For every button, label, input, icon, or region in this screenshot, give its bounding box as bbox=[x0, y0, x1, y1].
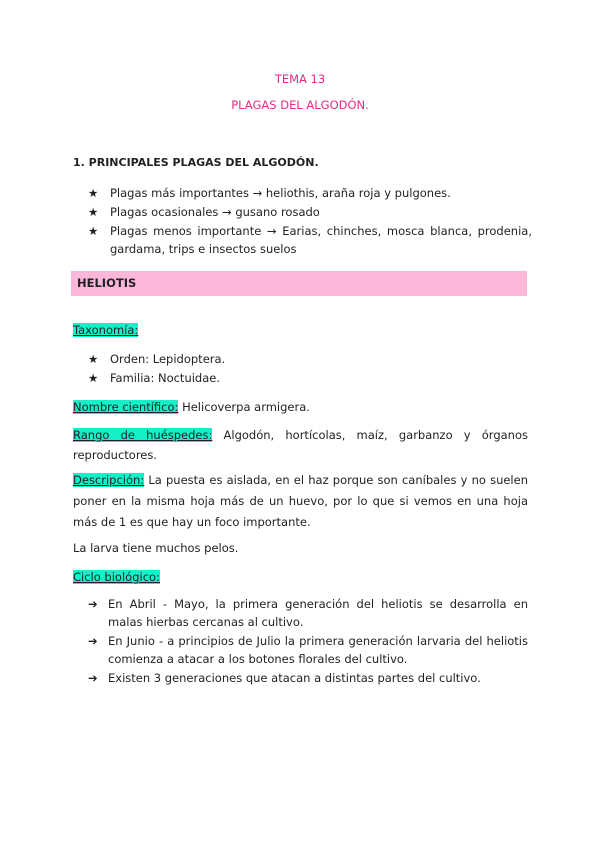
list-item: ➔ En Junio - a principios de Julio la primera generación larvaria del heliotis comienza a atacar a los botones florales del cultivo. bbox=[88, 634, 528, 666]
list-item: ➔ Existen 3 generaciones que atacan a distintas partes del cultivo. bbox=[88, 671, 481, 685]
arrow-right-icon: ➔ bbox=[88, 671, 98, 685]
star-icon: ★ bbox=[88, 186, 99, 200]
list-item: ★ Plagas menos importante → Earias, chinches, mosca blanca, prodenia, gardama, trips e insectos suelos bbox=[88, 224, 532, 256]
star-icon: ★ bbox=[88, 224, 99, 238]
list-item: ➔ En Abril - Mayo, la primera generación del heliotis se desarrolla en malas hierbas cercanas al cultivo. bbox=[88, 597, 528, 629]
larva-text: La larva tiene muchos pelos. bbox=[73, 541, 239, 555]
list-item: ★ Familia: Noctuidae. bbox=[88, 371, 221, 385]
star-icon: ★ bbox=[88, 371, 99, 385]
list-item: ★ Plagas más importantes → heliothis, araña roja y pulgones. bbox=[88, 186, 451, 200]
star-icon: ★ bbox=[88, 352, 99, 366]
doc-title: TEMA 13 bbox=[274, 72, 326, 86]
arrow-right-icon: ➔ bbox=[88, 597, 98, 611]
section-band bbox=[71, 271, 527, 296]
star-icon: ★ bbox=[88, 205, 99, 219]
taxonomy-label: Taxonomía: bbox=[73, 323, 139, 337]
host-range: Rango de huéspedes: Algodón, hortícolas, maíz, garbanzo y órganos reproductores. bbox=[73, 428, 528, 462]
band-title: HELIOTIS bbox=[77, 276, 137, 290]
doc-subtitle: PLAGAS DEL ALGODÓN. bbox=[231, 98, 369, 112]
section-heading: 1. PRINCIPALES PLAGAS DEL ALGODÓN. bbox=[73, 156, 319, 169]
cycle-label: Ciclo biológico: bbox=[73, 570, 160, 584]
arrow-right-icon: ➔ bbox=[88, 634, 98, 648]
list-item: ★ Plagas ocasionales → gusano rosado bbox=[88, 205, 320, 219]
scientific-name: Nombre científico: Helicoverpa armigera. bbox=[73, 400, 310, 414]
list-item: ★ Orden: Lepidoptera. bbox=[88, 352, 226, 366]
description: Descripción: La puesta es aislada, en el haz porque son caníbales y no suelen poner en la misma hoja más de un huevo, por lo que si vemos en una hoja más de 1 es que hay un foco importante. bbox=[73, 473, 528, 529]
